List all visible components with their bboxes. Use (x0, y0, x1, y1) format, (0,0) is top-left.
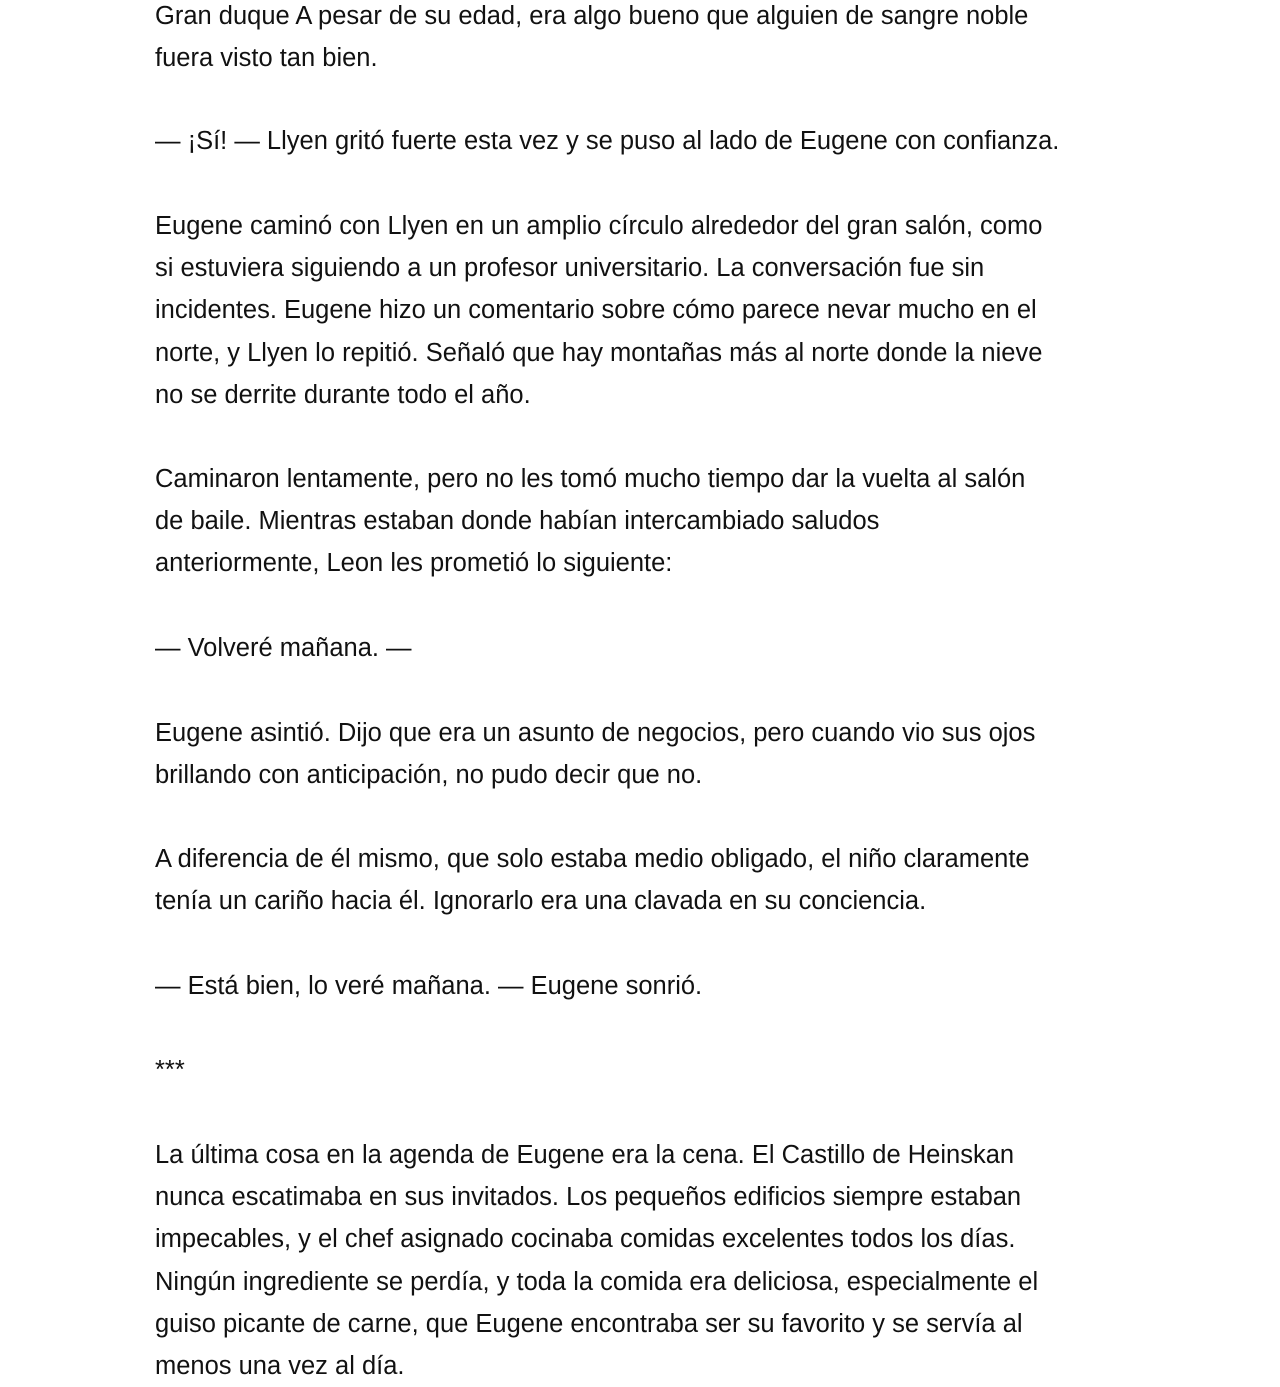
text-line: anteriormente, Leon les prometió lo siguiente: (155, 549, 673, 578)
text-line: brillando con anticipación, no pudo decir que no. (155, 761, 703, 790)
text-line: Ningún ingrediente se perdía, y toda la comida era deliciosa, especialmente el (155, 1267, 1039, 1296)
text-line: Eugene caminó con Llyen en un amplio círculo alrededor del gran salón, como (155, 212, 1043, 240)
text-line: — ¡Sí! — Llyen gritó fuerte esta vez y se puso al lado de Eugene con confianza. (155, 127, 1060, 155)
text-line: La última cosa en la agenda de Eugene era la cena. El Castillo de Heinskan (155, 1141, 1015, 1169)
text-line: nunca escatimaba en sus invitados. Los pequeños edificios siempre estaban (155, 1183, 1022, 1212)
text-line: fuera visto tan bien. (155, 44, 378, 73)
paragraph (155, 205, 1042, 416)
text-line: impecables, y el chef asignado cocinaba comidas excelentes todos los días. (155, 1225, 1016, 1254)
text-line: guiso picante de carne, que Eugene encontraba ser su favorito y se servía al (155, 1309, 1023, 1338)
text-line: norte, y Llyen lo repitió. Señaló que hay montañas más al norte donde la nieve (155, 338, 1043, 367)
paragraph (155, 0, 1028, 79)
text-line: no se derrite durante todo el año. (155, 380, 531, 409)
paragraph (155, 965, 702, 1007)
text-line: *** (155, 1056, 185, 1084)
paragraph (155, 712, 1035, 796)
text-line: tenía un cariño hacia él. Ignorarlo era una clavada en su conciencia. (155, 887, 927, 916)
text-line: Caminaron lentamente, pero no les tomó mucho tiempo dar la vuelta al salón (155, 465, 1026, 493)
paragraph (155, 458, 1025, 585)
text-line: de baile. Mientras estaban donde habían intercambiado saludos (155, 507, 880, 536)
text-line: Gran duque A pesar de su edad, era algo bueno que alguien de sangre noble (155, 2, 1029, 30)
text-line: — Volveré mañana. — (155, 634, 412, 662)
paragraph (155, 627, 412, 669)
paragraph (155, 1134, 1038, 1387)
text-line: incidentes. Eugene hizo un comentario sobre cómo parece nevar mucho en el (155, 296, 1037, 325)
paragraph (155, 838, 1030, 922)
paragraph (155, 120, 1059, 162)
scene-break (155, 1049, 185, 1091)
text-line: A diferencia de él mismo, que solo estaba medio obligado, el niño claramente (155, 845, 1030, 873)
text-line: Eugene asintió. Dijo que era un asunto de negocios, pero cuando vio sus ojos (155, 719, 1036, 747)
text-line: menos una vez al día. (155, 1352, 405, 1381)
text-line: — Está bien, lo veré mañana. — Eugene sonrió. (155, 972, 703, 1000)
text-line: si estuviera siguiendo a un profesor universitario. La conversación fue sin (155, 254, 985, 283)
